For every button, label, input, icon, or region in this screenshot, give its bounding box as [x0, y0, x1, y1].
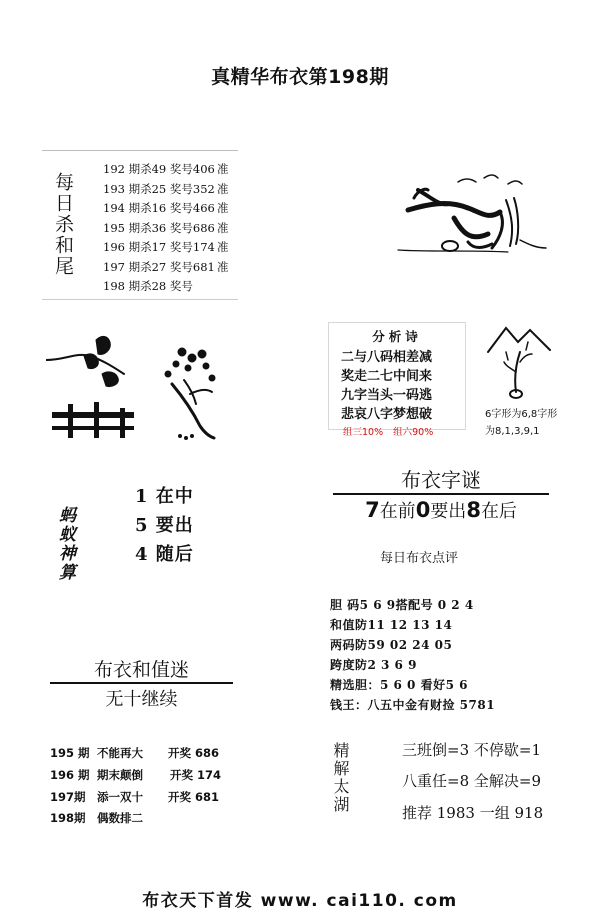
review-line: 钱王：八五中金有财捡 5781	[330, 698, 496, 712]
riddle-digit: 8	[466, 498, 481, 522]
review-line: 两码防59 02 24 05	[330, 638, 453, 652]
page-title: 真精华布衣第198期	[211, 66, 389, 88]
review-line: 胆 码5 6 9搭配号 0 2 4	[330, 598, 474, 612]
riddle-word: 在后	[480, 501, 517, 522]
value-row-prize: 开奖 174	[170, 768, 222, 782]
kill-row-text: 196 期杀17 奖号174	[103, 240, 215, 254]
shape-note: 6字形为6,8字形	[485, 409, 558, 420]
kill-row	[103, 277, 238, 297]
poem-line: 奖走二七中间来	[341, 369, 433, 384]
group-three-percent: 组三10%	[343, 427, 384, 438]
kill-row-text: 198 期杀28 奖号	[103, 279, 193, 293]
kill-row	[103, 258, 238, 278]
value-row-text: 添一双十	[97, 790, 143, 804]
kill-row-mark: 准	[217, 201, 229, 215]
footer-site-banner: 布衣天下首发 www. cai110. com	[142, 891, 458, 911]
value-row-prize: 开奖 686	[168, 746, 220, 760]
ant-line: 1 在中	[135, 486, 194, 507]
value-row-text: 期末颠倒	[97, 768, 143, 782]
riddle-word: 要出	[430, 501, 467, 522]
kill-row-mark: 准	[217, 240, 229, 254]
analysis-poem-title: 分析诗	[372, 329, 422, 344]
kill-tail-label: 每日杀和尾	[52, 172, 74, 277]
kill-row	[103, 199, 238, 219]
value-row-text: 偶数排二	[97, 811, 143, 825]
group-percent-note	[343, 424, 443, 438]
kill-row	[103, 238, 238, 258]
ant-divination-label: 蚂蚁神算	[55, 506, 75, 582]
kill-row	[103, 219, 238, 239]
birds-fence-illustration	[46, 330, 136, 440]
riddle-title: 布衣字谜	[401, 468, 481, 492]
value-row-text: 不能再大	[97, 746, 143, 760]
taihu-line: 推荐 1983 一组 918	[402, 804, 544, 822]
mountain-sketch-illustration	[486, 322, 552, 402]
kill-row-mark: 准	[217, 181, 229, 196]
shape-note: 为8,1,3,9,1	[485, 426, 540, 437]
value-row-issue: 195 期	[50, 746, 90, 760]
taihu-line: 三班倒=3 不停歇=1	[402, 741, 541, 759]
ant-line: 5 要出	[135, 515, 194, 536]
value-row-prize: 开奖 681	[168, 790, 220, 804]
riddle-line	[333, 497, 549, 523]
riddle-digit: 0	[415, 498, 431, 522]
value-riddle-divider	[50, 682, 233, 684]
kill-row-text: 195 期杀36 奖号686	[103, 220, 215, 235]
kill-row-text: 192 期杀49 奖号406	[103, 162, 215, 176]
poem-line: 悲哀八字梦想破	[341, 407, 433, 422]
poem-line: 九字当头一码逃	[341, 388, 433, 403]
riddle-word: 在前	[379, 501, 416, 522]
kill-row-text: 194 期杀16 奖号466	[103, 201, 215, 215]
kill-tail-list	[103, 160, 238, 297]
value-row-issue: 198期	[50, 811, 86, 825]
taihu-solution-label: 精解太湖	[331, 742, 350, 814]
daily-review-title: 每日布衣点评	[380, 551, 459, 566]
riddle-divider	[333, 493, 549, 495]
value-riddle-subtitle: 无十继续	[105, 689, 178, 710]
poem-line: 二与八码相差减	[341, 350, 433, 365]
blossom-tree-illustration	[160, 344, 230, 444]
ant-line: 4 随后	[135, 544, 194, 565]
kill-row	[103, 180, 238, 200]
review-line: 精选胆：5 6 0 看好5 6	[330, 678, 468, 692]
kill-row-text: 193 期杀25 奖号352	[103, 181, 215, 196]
kill-row-text: 197 期杀27 奖号681	[103, 259, 215, 274]
kill-row-mark: 准	[217, 162, 229, 176]
review-line: 和值防11 12 13 14	[330, 618, 453, 632]
kill-row	[103, 160, 238, 180]
taihu-line: 八重任=8 全解决=9	[402, 772, 541, 790]
review-line: 跨度防2 3 6 9	[330, 658, 417, 672]
group-six-percent: 组六90%	[393, 427, 434, 438]
kill-row-mark: 准	[217, 259, 229, 274]
branch-sketch-illustration	[388, 160, 548, 258]
kill-row-mark: 准	[217, 220, 229, 235]
value-row-issue: 197期	[50, 790, 86, 804]
value-riddle-title: 布衣和值迷	[93, 659, 189, 681]
riddle-digit: 7	[365, 498, 380, 522]
value-row-issue: 196 期	[50, 768, 90, 782]
